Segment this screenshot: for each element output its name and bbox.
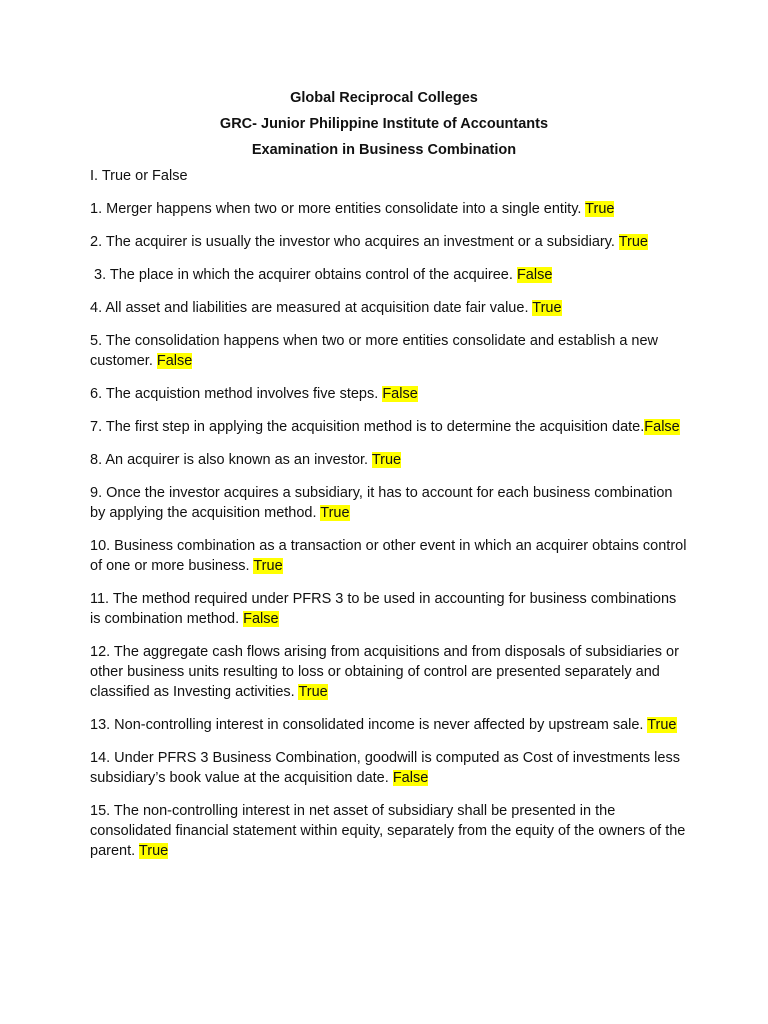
answer-highlight: False (156, 353, 193, 369)
question-list (90, 199, 690, 861)
question-item (90, 536, 690, 576)
answer-highlight: True (371, 452, 402, 468)
answer-highlight: False (644, 419, 680, 435)
organization-name: GRC- Junior Philippine Institute of Accountants (219, 116, 549, 132)
question-item (90, 417, 690, 437)
question-item (90, 483, 690, 523)
document-page (90, 88, 690, 874)
question-item (90, 331, 690, 371)
question-item (90, 748, 690, 788)
question-text: 5. The consolidation happens when two or more entities consolidate and establish a new customer. (90, 333, 659, 369)
answer-highlight: True (532, 300, 562, 316)
question-text: 14. Under PFRS 3 Business Combination, goodwill is computed as Cost of investments less subsidiary’s book value at the acquisition date. (90, 750, 680, 786)
question-item (90, 450, 690, 470)
question-text: 11. The method required under PFRS 3 to be used in accounting for business combinations is combination method. (90, 591, 677, 627)
question-item (90, 298, 690, 318)
question-item (90, 715, 690, 735)
question-item (90, 589, 690, 629)
question-item (90, 384, 690, 404)
answer-highlight: True (618, 234, 648, 250)
question-item (90, 642, 690, 702)
question-text: 1. Merger happens when two or more entities consolidate into a single entity. (90, 201, 586, 217)
answer-highlight: False (392, 770, 429, 786)
question-text: 8. An acquirer is also known as an investor. (90, 452, 372, 468)
answer-highlight: False (516, 267, 553, 283)
question-text: 12. The aggregate cash flows arising from acquisitions and from disposals of subsidiaries or other business units resulting to loss or obtaining of control are presented separately and classified as Investing activities. (90, 644, 679, 700)
answer-highlight: True (253, 558, 283, 574)
answer-highlight: True (138, 843, 169, 859)
answer-highlight: False (382, 386, 418, 402)
answer-highlight: True (647, 717, 677, 733)
section-title: I. True or False (90, 168, 188, 184)
question-text: 3. The place in which the acquirer obtains control of the acquiree. (90, 267, 517, 283)
question-item (90, 801, 690, 861)
college-name: Global Reciprocal Colleges (290, 90, 478, 106)
answer-highlight: True (298, 684, 328, 700)
exam-title: Examination in Business Combination (251, 142, 517, 158)
question-text: 7. The first step in applying the acquisition method is to determine the acquisition date. (90, 419, 645, 435)
question-text: 4. All asset and liabilities are measured at acquisition date fair value. (90, 300, 533, 316)
answer-highlight: True (320, 505, 350, 521)
question-text: 6. The acquistion method involves five steps. (90, 386, 383, 402)
question-item (90, 232, 690, 252)
question-text: 2. The acquirer is usually the investor who acquires an investment or a subsidiary. (90, 234, 619, 250)
document-header (90, 88, 678, 160)
question-item (90, 199, 690, 219)
question-text: 10. Business combination as a transaction or other event in which an acquirer obtains control of one or more business. (90, 538, 687, 574)
question-text: 15. The non-controlling interest in net asset of subsidiary shall be presented in the consolidated financial statement within equity, separately from the equity of the owners of the parent. (90, 803, 686, 859)
question-item (90, 265, 690, 285)
answer-highlight: True (585, 201, 615, 217)
question-text: 13. Non-controlling interest in consolidated income is never affected by upstream sale. (90, 717, 648, 733)
question-text: 9. Once the investor acquires a subsidiary, it has to account for each business combination by applying the acquisition method. (90, 485, 673, 521)
answer-highlight: False (243, 611, 279, 627)
